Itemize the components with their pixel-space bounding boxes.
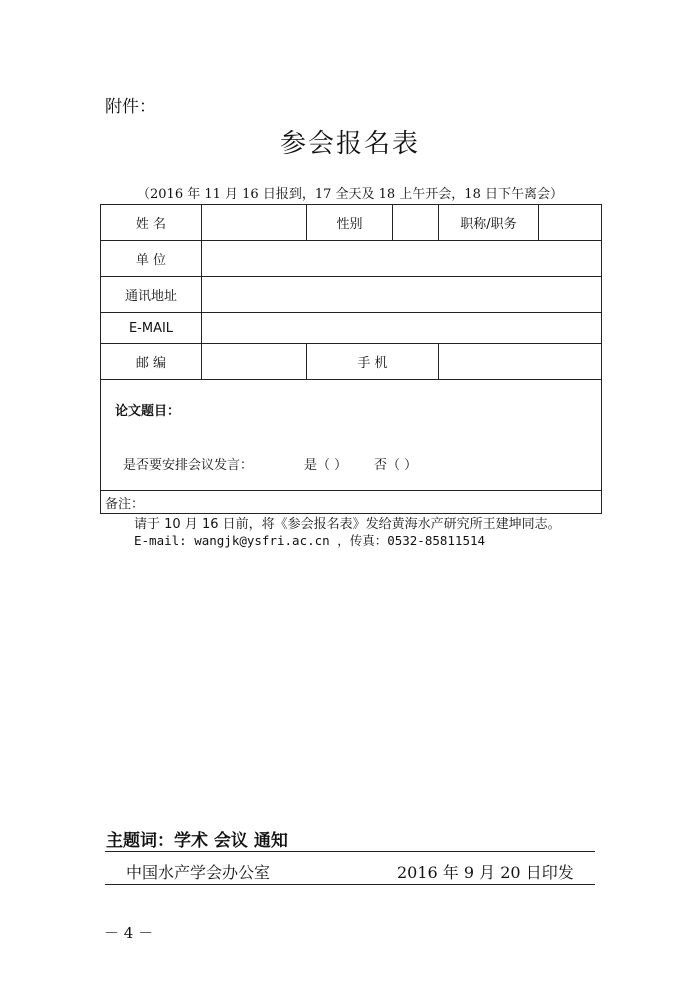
speech-yes-option[interactable]: 是（ ） — [304, 458, 348, 473]
table-row — [101, 380, 602, 491]
paper-title-label: 论文题目： — [115, 404, 181, 419]
address-label: 通讯地址 — [101, 277, 202, 313]
position-label: 职称/职务 — [439, 205, 539, 241]
submission-note: 请于 10 月 16 日前，将《参会报名表》发给黄海水产研究所王建坤同志。 — [134, 517, 561, 532]
keywords-line: 主题词：学术 会议 通知 — [106, 831, 288, 851]
contact-note: E-mail: wangjk@ysfri.ac.cn ，传真：0532-85811514 — [134, 533, 486, 548]
footer-divider-top — [105, 851, 595, 852]
speech-no-option[interactable]: 否（ ） — [374, 458, 418, 473]
gender-label: 性别 — [307, 205, 393, 241]
remarks-field[interactable] — [101, 491, 602, 514]
mobile-label: 手 机 — [307, 344, 439, 380]
table-row — [101, 241, 602, 277]
form-subtitle: （2016 年 11 月 16 日报到，17 全天及 18 上午开会，18 日下午离会） — [137, 187, 563, 202]
paper-section[interactable] — [101, 380, 602, 491]
footer-divider-bottom — [105, 884, 595, 885]
table-row — [101, 313, 602, 344]
remarks-label: 备注： — [105, 496, 145, 512]
page-number: － 4 － — [104, 924, 154, 942]
speech-question: 是否要安排会议发言： — [123, 458, 254, 473]
unit-label: 单 位 — [101, 241, 202, 277]
mobile-field[interactable] — [439, 344, 602, 380]
gender-field[interactable] — [393, 205, 439, 241]
attachment-label: 附件： — [105, 97, 156, 117]
address-field[interactable] — [202, 277, 602, 313]
table-row — [101, 491, 602, 514]
email-field[interactable] — [202, 313, 602, 344]
postcode-label: 邮 编 — [101, 344, 202, 380]
table-row — [101, 344, 602, 380]
print-date: 2016 年 9 月 20 日印发 — [397, 863, 574, 882]
issuing-office: 中国水产学会办公室 — [126, 863, 271, 882]
table-row — [101, 205, 602, 241]
name-field[interactable] — [202, 205, 307, 241]
registration-form-table — [100, 204, 602, 514]
name-label: 姓 名 — [101, 205, 202, 241]
table-row — [101, 277, 602, 313]
unit-field[interactable] — [202, 241, 602, 277]
email-label: E-MAIL — [101, 313, 202, 344]
form-title: 参会报名表 — [279, 129, 420, 159]
position-field[interactable] — [539, 205, 602, 241]
postcode-field[interactable] — [202, 344, 307, 380]
